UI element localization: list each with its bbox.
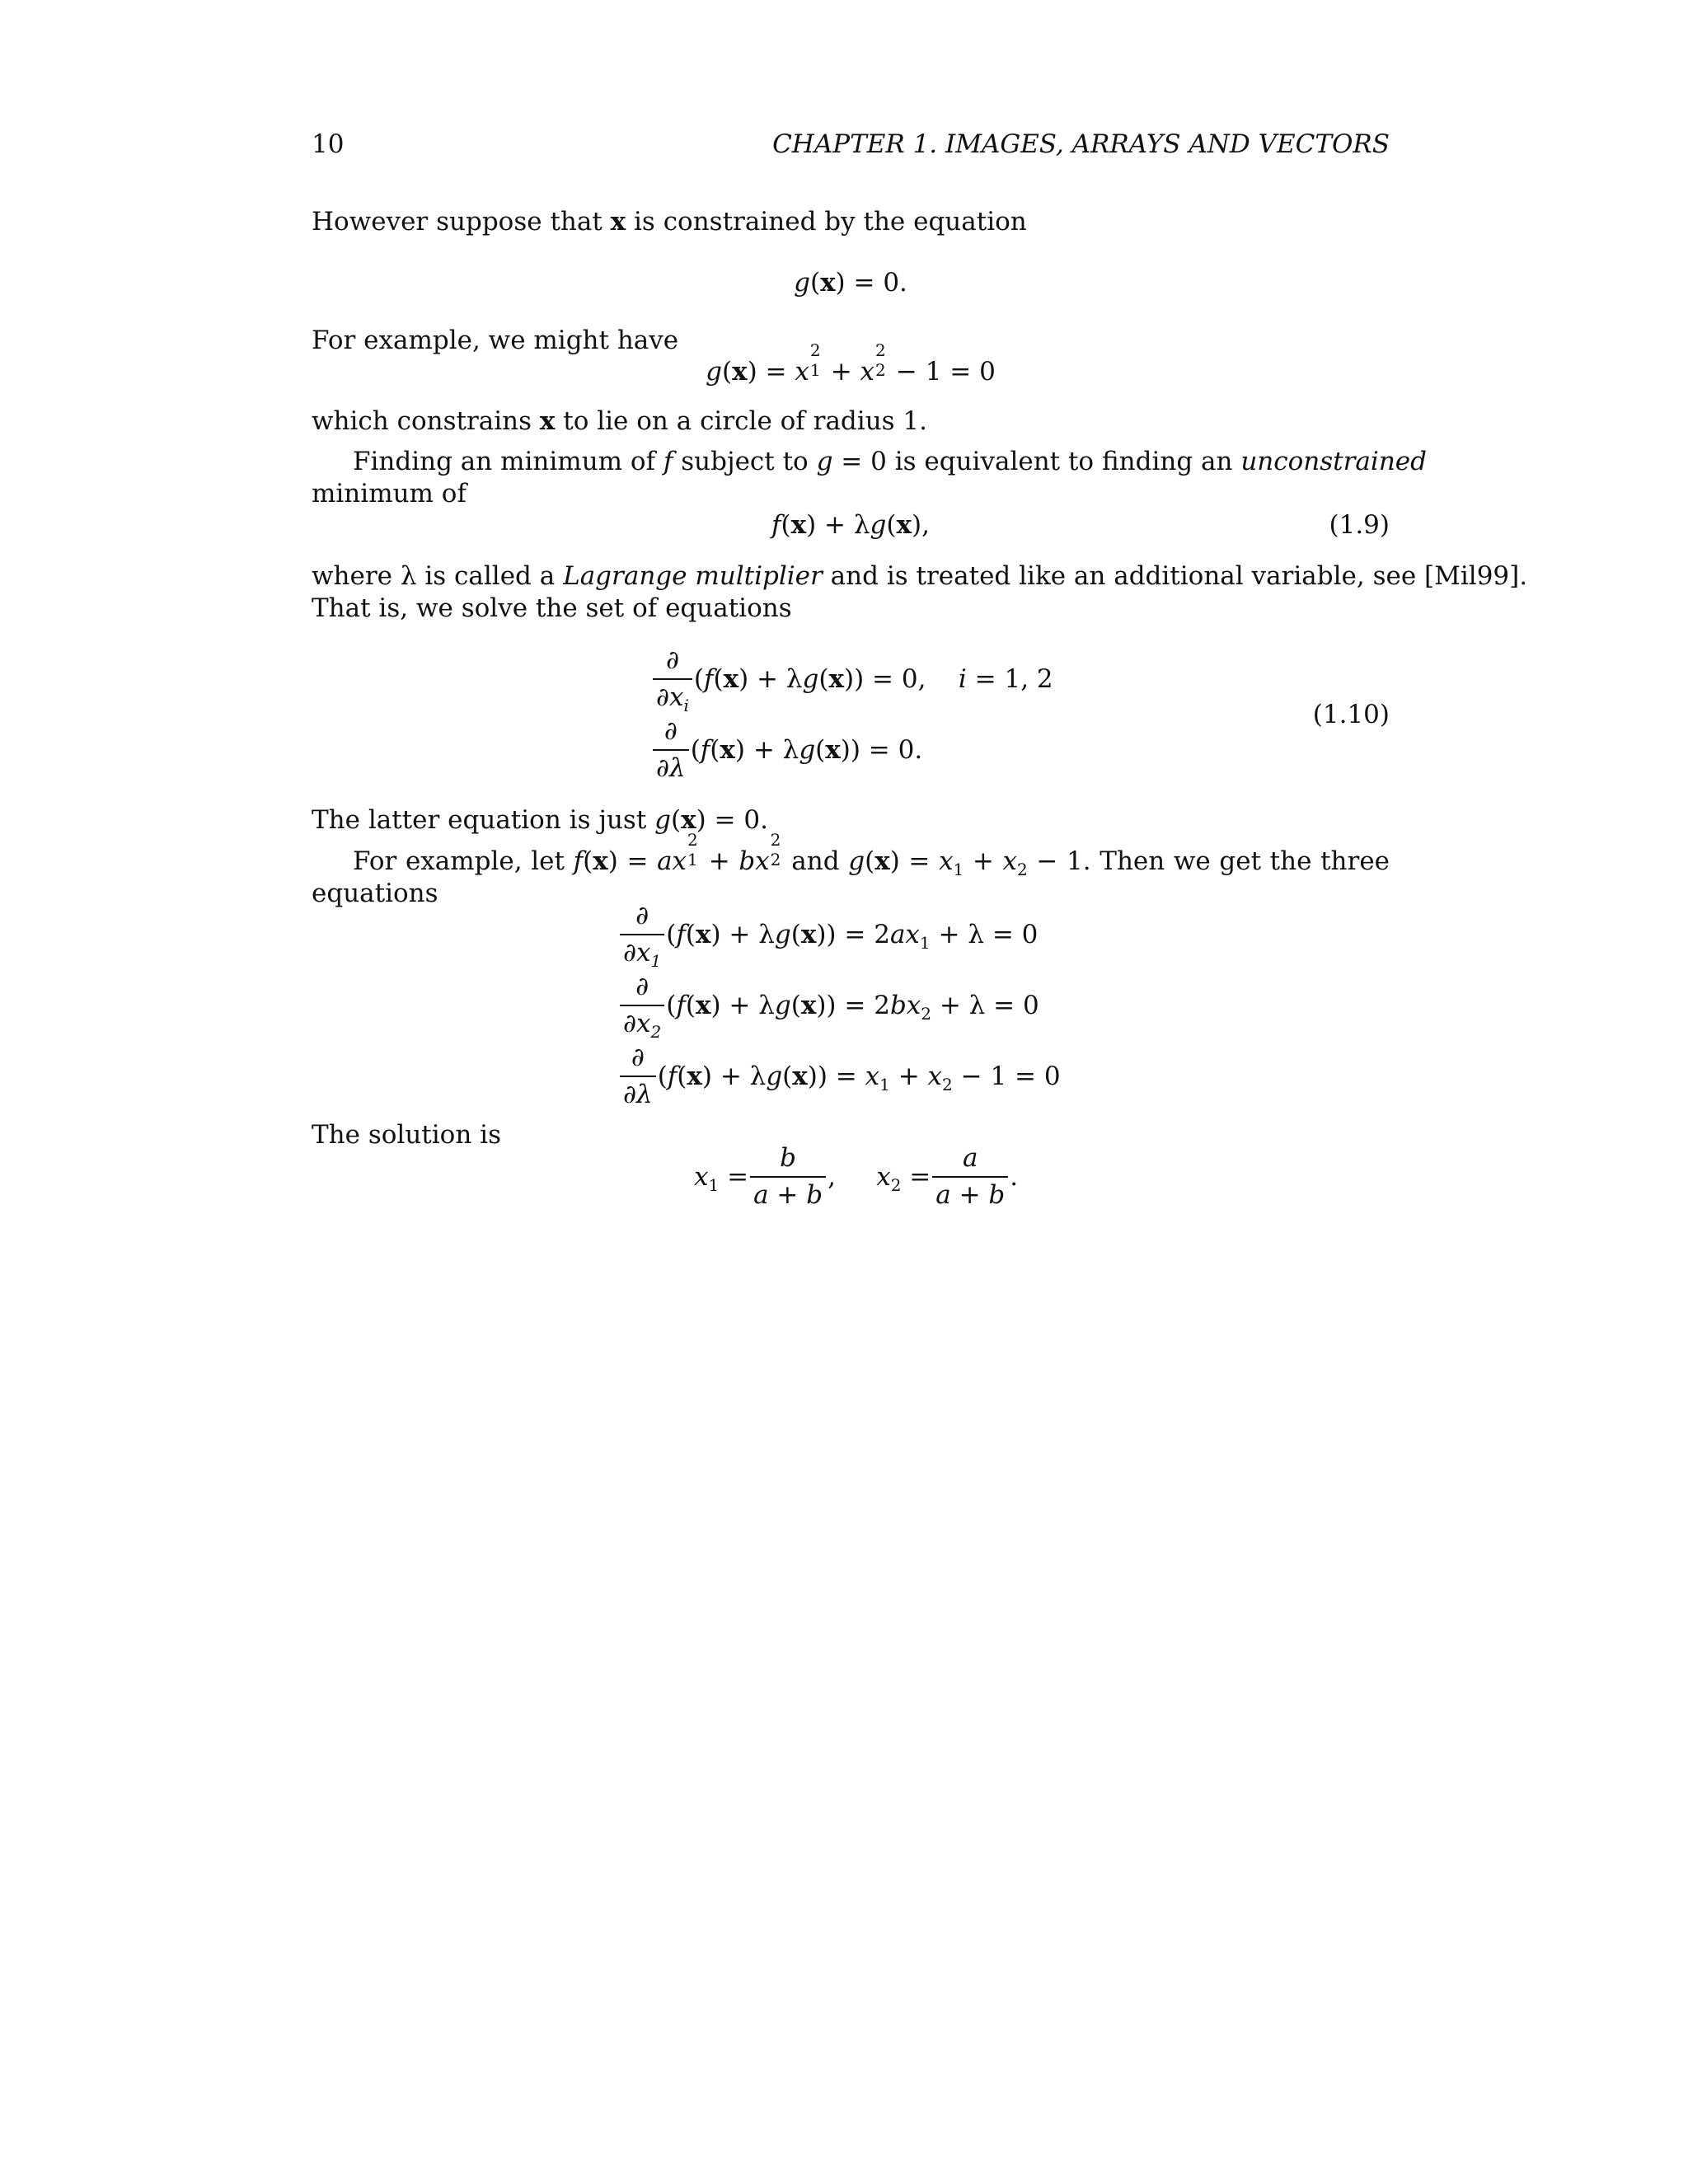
partial-derivative-x1: $\frac{\partial}{\partial x_1}$ xyxy=(620,903,664,966)
equation-number-1-9: (1.9) xyxy=(1329,510,1390,540)
equation-example-row3: $\frac{\partial}{\partial\lambda}$ $(f(x) + \lambda g(x)) = x_1 + x_2 - 1 = 0$ xyxy=(618,1045,1061,1108)
paragraph-example2-line2: equations xyxy=(312,879,438,908)
paragraph-multiplier-line2: That is, we solve the set of equations xyxy=(312,593,792,623)
partial-derivative-lambda: $\frac{\partial}{\partial\lambda}$ xyxy=(653,719,689,781)
paragraph-circle: which constrains x to lie on a circle of radius 1. xyxy=(312,406,927,436)
partial-derivative-x2: $\frac{\partial}{\partial x_2}$ xyxy=(620,974,664,1037)
equation-example-row2: $\frac{\partial}{\partial x_2}$ $(f(x) + \lambda g(x)) = 2bx_2 + \lambda = 0$ xyxy=(618,974,1039,1037)
partial-derivative-xi: $\frac{\partial}{\partial x_i}$ xyxy=(653,648,692,710)
equation-constraint: g(x) = 0. xyxy=(794,268,907,298)
paragraph-constraint-intro: However suppose that x is constrained by the equation xyxy=(312,207,1027,237)
equation-number-1-10: (1.10) xyxy=(1312,700,1390,729)
paragraph-example: For example, we might have xyxy=(312,326,679,355)
paragraph-multiplier-line1: where λ is called a Lagrange multiplier and is treated like an additional variable, see [Mil99]. xyxy=(312,561,1528,591)
partial-derivative-lambda-2: $\frac{\partial}{\partial\lambda}$ xyxy=(620,1045,656,1108)
equation-1-9: f(x) + λg(x), xyxy=(771,510,930,540)
paragraph-lagrange-line2: minimum of xyxy=(312,479,467,509)
fraction-a-over-a-plus-b: $\frac{a}{a + b}$ xyxy=(932,1146,1008,1208)
vector-x: x xyxy=(610,207,626,237)
running-header: CHAPTER 1. IMAGES, ARRAYS AND VECTORS xyxy=(772,129,1390,159)
equation-solution: $x_1$ = $\frac{b}{a + b}$ , $x_2$ = $\frac{a}{a + b}$ . xyxy=(694,1143,1019,1210)
paragraph-example2-line1: For example, let f(x) = ax 2 1 + bx 2 2 and $g(x) = x_1 + x_2 - 1$. Then we get the three xyxy=(353,830,1390,879)
equation-circle: g(x) = x 2 1 + x 2 2 − 1 = 0 xyxy=(706,340,996,387)
paragraph-latter: The latter equation is just g(x) = 0. xyxy=(312,805,768,835)
fraction-b-over-a-plus-b: $\frac{b}{a + b}$ xyxy=(750,1146,826,1208)
equation-1-10-row1: $\frac{\partial}{\partial x_i}$ (f(x) + λg(x)) = 0, i = 1, 2 xyxy=(651,648,1053,710)
equation-1-10-row2: $\frac{\partial}{\partial\lambda}$ (f(x) + λg(x)) = 0. xyxy=(651,719,922,781)
paragraph-lagrange-line1: Finding an minimum of f subject to g = 0 is equivalent to finding an unconstrained xyxy=(353,447,1427,476)
equation-example-row1: $\frac{\partial}{\partial x_1}$ $(f(x) + \lambda g(x)) = 2ax_1 + \lambda = 0$ xyxy=(618,903,1038,966)
paragraph-solution: The solution is xyxy=(312,1120,501,1150)
page-number: 10 xyxy=(312,129,345,159)
